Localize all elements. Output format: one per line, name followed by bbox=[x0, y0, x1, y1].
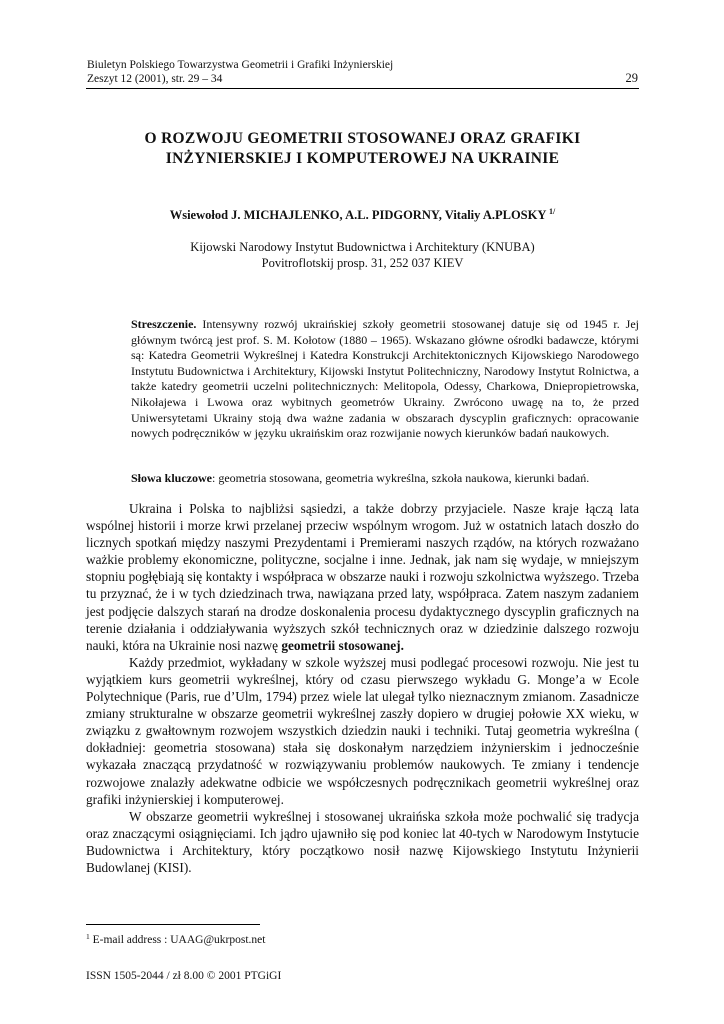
footnote-email: E-mail address : UAAG@ukrpost.net bbox=[92, 934, 266, 946]
paper-title bbox=[86, 129, 639, 169]
page-number: 29 bbox=[625, 71, 638, 85]
affiliation-institute: Kijowski Narodowy Instytut Budownictwa i Architektury (KNUBA) bbox=[190, 240, 535, 254]
paragraph-3: W obszarze geometrii wykreślnej i stosowanej ukraińska szkoła może pochwalić się tradycja oraz znaczącymi osiągnięciami. Ich jądro ujawniło się pod koniec lat 40-tych w Narodowym Instytucie Budownictwa i Architektury, który początkowo nosił nazwę Kijowskiego Instytutu Inżynierii Budowlanej (KISI). bbox=[86, 808, 639, 875]
author-names: Wsiewołod J. MICHAJLENKO, A.L. PIDGORNY, Vitaliy A.PLOSKY bbox=[169, 208, 546, 222]
authors bbox=[86, 207, 639, 223]
affiliation bbox=[86, 239, 639, 271]
paragraph-1-bold-term: geometrii stosowanej. bbox=[281, 637, 404, 653]
issn-footer: ISSN 1505-2044 / zł 8.00 © 2001 PTGiGI bbox=[86, 970, 282, 982]
abstract bbox=[131, 317, 639, 442]
title-line-2: INŻYNIERSKIEJ I KOMPUTEROWEJ NA UKRAINIE bbox=[165, 150, 560, 167]
footnote bbox=[86, 932, 265, 946]
keywords-text: : geometria stosowana, geometria wykreślna, szkoła naukowa, kierunki badań. bbox=[212, 471, 590, 485]
keywords bbox=[131, 471, 639, 487]
issue-info: Zeszyt 12 (2001), str. 29 – 34 bbox=[87, 73, 223, 85]
footnote-rule bbox=[86, 924, 260, 925]
paragraph-1-text: Ukraina i Polska to najbliżsi sąsiedzi, a także dobrzy przyjaciele. Nasze kraje łączą lata wspólnej historii i morze krwi przelanej przeciw wspólnym wrogom. Już w ostatnich latach doszło do licznych spotkań między naszymi Prezydentami i Premierami naszych rządów, na których rozważano ważkie problemy ekonomiczne, polityczne, socjalne i inne. Jednak, jak nam się wydaje, w mniejszym stopniu pogłębiają się kontakty i współpraca w obszarze nauki i rozwoju szkolnictwa wyższego. Trzeba tu przyznać, że i w tych dziedzinach trwa, nawiązana przed laty, współpraca. Zatem naszym zadaniem jest podjęcie dalszych starań na drodze doskonalenia procesu dydaktycznego dyscyplin graficznych na terenie działania i oddziaływania wyższych szkół technicznych oraz w dziedzinie dalszego rozwoju nauki, która na Ukrainie nosi nazwę bbox=[86, 501, 639, 653]
paragraph-2: Każdy przedmiot, wykładany w szkole wyższej musi podlegać procesowi rozwoju. Nie jest tu wyjątkiem kurs geometrii wykreślnej, który od czasu pierwszego wykładu G. Monge’a w Ecole Polytechnique (Paris, rue d’Ulm, 1794) przez wiele lat ulegał tylko nieznacznym zmianom. Zasadnicze zmiany strukturalne w obszarze geometrii wykreślnej zaszły dopiero w drugiej połowie XX wieku, w związku z gwałtownym rozwojem wszystkich dziedzin nauki i techniki. Tutaj geometria wykreślna ( dokładniej: geometria stosowana) stała się doskonałym narzędziem inżynierskim i jednocześnie wykazała znaczącą przydatność w rozwiązywaniu problemów naukowych. Te zmiany i tendencje rozwojowe znalazły adekwatne odbicie we współczesnych podręcznikach geometrii wykreślnej oraz grafiki inżynierskiej i komputerowej. bbox=[86, 654, 639, 807]
footnote-mark: 1 bbox=[86, 932, 90, 941]
main-body bbox=[86, 500, 639, 876]
affiliation-address: Povitroflotskij prosp. 31, 252 037 KIEV bbox=[261, 256, 464, 270]
abstract-text: Intensywny rozwój ukraińskiej szkoły geometrii stosowanej datuje się od 1945 r. Jej głównym twórcą jest prof. S. M. Kołotow (1880 – 1965). Wskazano główne ośrodki badawcze, którymi są: Katedra Geometrii Wykreślnej i Katedra Konstrukcji Architektonicznych Kijowskiego Narodowego Instytutu Budownictwa i Architektury, Kijowski Instytut Politechniczny, Narodowy Instytut Rolnictwa, a także katedry geometrii uczelni politechnicznych: Melitopola, Odessy, Charkowa, Dniepropietrowska, Nikołajewa i Lwowa oraz wybitnych geometrów Ukrainy. Zwrócono uwagę na to, że przed Uniwersytetami Ukrainy stoją dwa ważne zadania w obszarach dyscyplin graficznych: opracowanie nowych podręczników w języku ukraińskim oraz rozwijanie nowych kierunków badań naukowych. bbox=[131, 317, 640, 441]
header-rule bbox=[86, 88, 639, 89]
keywords-label: Słowa kluczowe bbox=[131, 471, 212, 485]
abstract-label: Streszczenie. bbox=[131, 317, 197, 331]
journal-name: Biuletyn Polskiego Towarzystwa Geometrii i Grafiki Inżynierskiej bbox=[87, 59, 394, 71]
paragraph-1 bbox=[86, 500, 639, 654]
title-line-1: O ROZWOJU GEOMETRII STOSOWANEJ ORAZ GRAFIKI bbox=[144, 130, 581, 147]
author-footnote-mark: 1/ bbox=[549, 207, 556, 216]
